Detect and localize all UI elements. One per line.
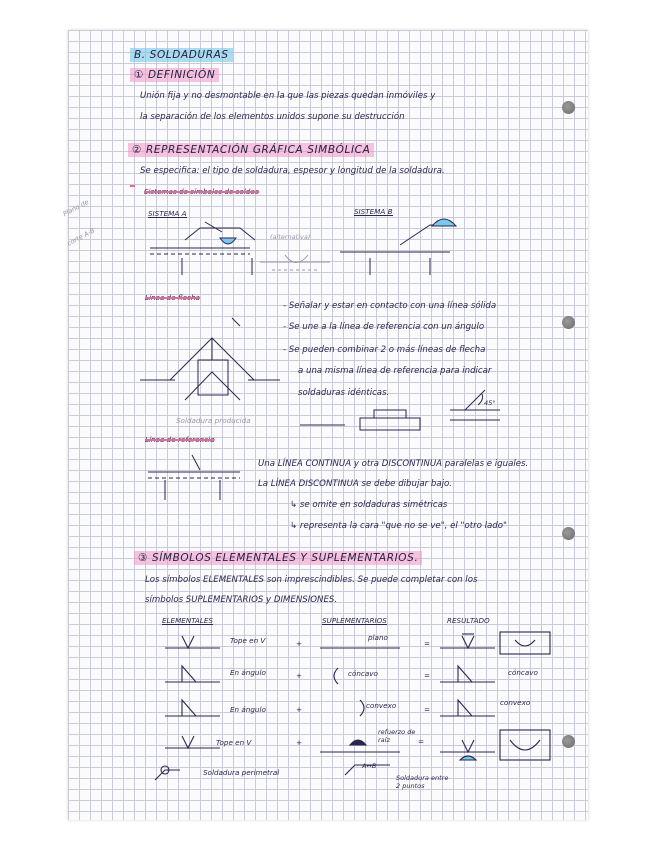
row-2-eq: = [424, 671, 431, 680]
title-text: B. SOLDADURAS [130, 48, 233, 62]
system-b-sketch [340, 219, 456, 275]
column-suplementarios: SUPLEMENTARIOS [322, 616, 387, 625]
row-1-elem: Tope en V [230, 636, 266, 645]
row-3-elem: En ángulo [230, 705, 266, 714]
definition-line-1: Unión fija y no desmontable en la que las piezas quedan inmóviles y [140, 91, 436, 101]
section-1-title-text: ① DEFINICIÓN [130, 68, 219, 82]
alternativa-sketch [260, 255, 330, 270]
row-2-op: + [296, 671, 303, 680]
column-resultado: RESULTADO [447, 616, 490, 625]
row-4-op: + [296, 738, 303, 747]
row-2-res: cóncavo [508, 668, 538, 677]
arrow-bullet-2: - Se une a la línea de referencia con un ángulo [283, 322, 485, 332]
system-b-label: SISTEMA B [354, 207, 393, 216]
arrow-line-heading: Línea de flecha [145, 293, 200, 302]
section-3-title-text: ③ SÍMBOLOS ELEMENTALES Y SUPLEMENTARIOS. [134, 551, 422, 565]
row-4-elem: Tope en V [216, 738, 252, 747]
representation-line: Se especifica: el tipo de soldadura, espesor y longitud de la soldadura. [140, 166, 445, 176]
row-5-supl: Soldadura entre 2 puntos [396, 774, 449, 791]
row-3-res: convexo [500, 698, 531, 707]
column-elementales: ELEMENTALES [162, 616, 213, 625]
side-note-2: corte A-B [65, 226, 97, 248]
reference-line-heading: Línea de referencia [145, 435, 215, 444]
row-3-supl: convexo [366, 701, 397, 710]
alternativa-note: (alternativa) [270, 233, 311, 241]
system-a-sketch [150, 222, 255, 275]
row-5-supl-label: A↔B [362, 762, 377, 770]
row-4-eq: = [418, 737, 425, 746]
section-2-title-text: ② REPRESENTACIÓN GRÁFICA SIMBÓLICA [128, 143, 374, 157]
symbols-line-1: Los símbolos ELEMENTALES son imprescindibles. Se puede completar con los [145, 575, 478, 585]
angle-45-label: 45° [484, 399, 496, 407]
symbol-systems-heading: Sistemas de símbolos de soldeo [144, 187, 260, 196]
reference-line-4: ↳ representa la cara "que no se ve", el "otro lado" [290, 521, 507, 531]
arrow-line-sketch [140, 318, 280, 400]
row-4-supl: refuerzo de raíz [378, 728, 416, 745]
arrow-bullet-3b: a una misma línea de referencia para indicar [298, 366, 492, 376]
row-3-eq: = [424, 705, 431, 714]
symbols-line-2: símbolos SUPLEMENTARIOS y DIMENSIONES. [145, 595, 338, 605]
reference-line-2: La LÍNEA DISCONTINUA se debe dibujar bajo. [258, 479, 452, 489]
arrow-bullet-3c: soldaduras idénticas. [298, 388, 390, 398]
side-note-1: Plano de [61, 197, 91, 219]
row-5-elem: Soldadura perimetral [203, 768, 280, 777]
row-2-supl: cóncavo [348, 669, 378, 678]
arrow-bullet-3: - Se pueden combinar 2 o más líneas de flecha [283, 345, 486, 355]
definition-line-2: la separación de los elementos unidos supone su destrucción [140, 112, 405, 122]
system-a-label: SISTEMA A [148, 209, 187, 218]
reference-line-3: ↳ se omite en soldaduras simétricas [290, 500, 448, 510]
row-3-op: + [296, 705, 303, 714]
produced-weld-sketch [300, 390, 500, 430]
produced-weld-label: Soldadura producida [176, 416, 251, 425]
row-1-eq: = [424, 639, 431, 648]
row-2-elem: En ángulo [230, 668, 266, 677]
symbol-table-sketches [155, 632, 550, 780]
row-1-supl: plano [368, 633, 388, 642]
arrow-bullet-1: - Señalar y estar en contacto con una línea sólida [283, 301, 497, 311]
reference-line-1: Una LÍNEA CONTINUA y otra DISCONTINUA paralelas e iguales. [258, 459, 529, 469]
reference-line-sketch [148, 455, 240, 500]
row-1-op: + [296, 639, 303, 648]
